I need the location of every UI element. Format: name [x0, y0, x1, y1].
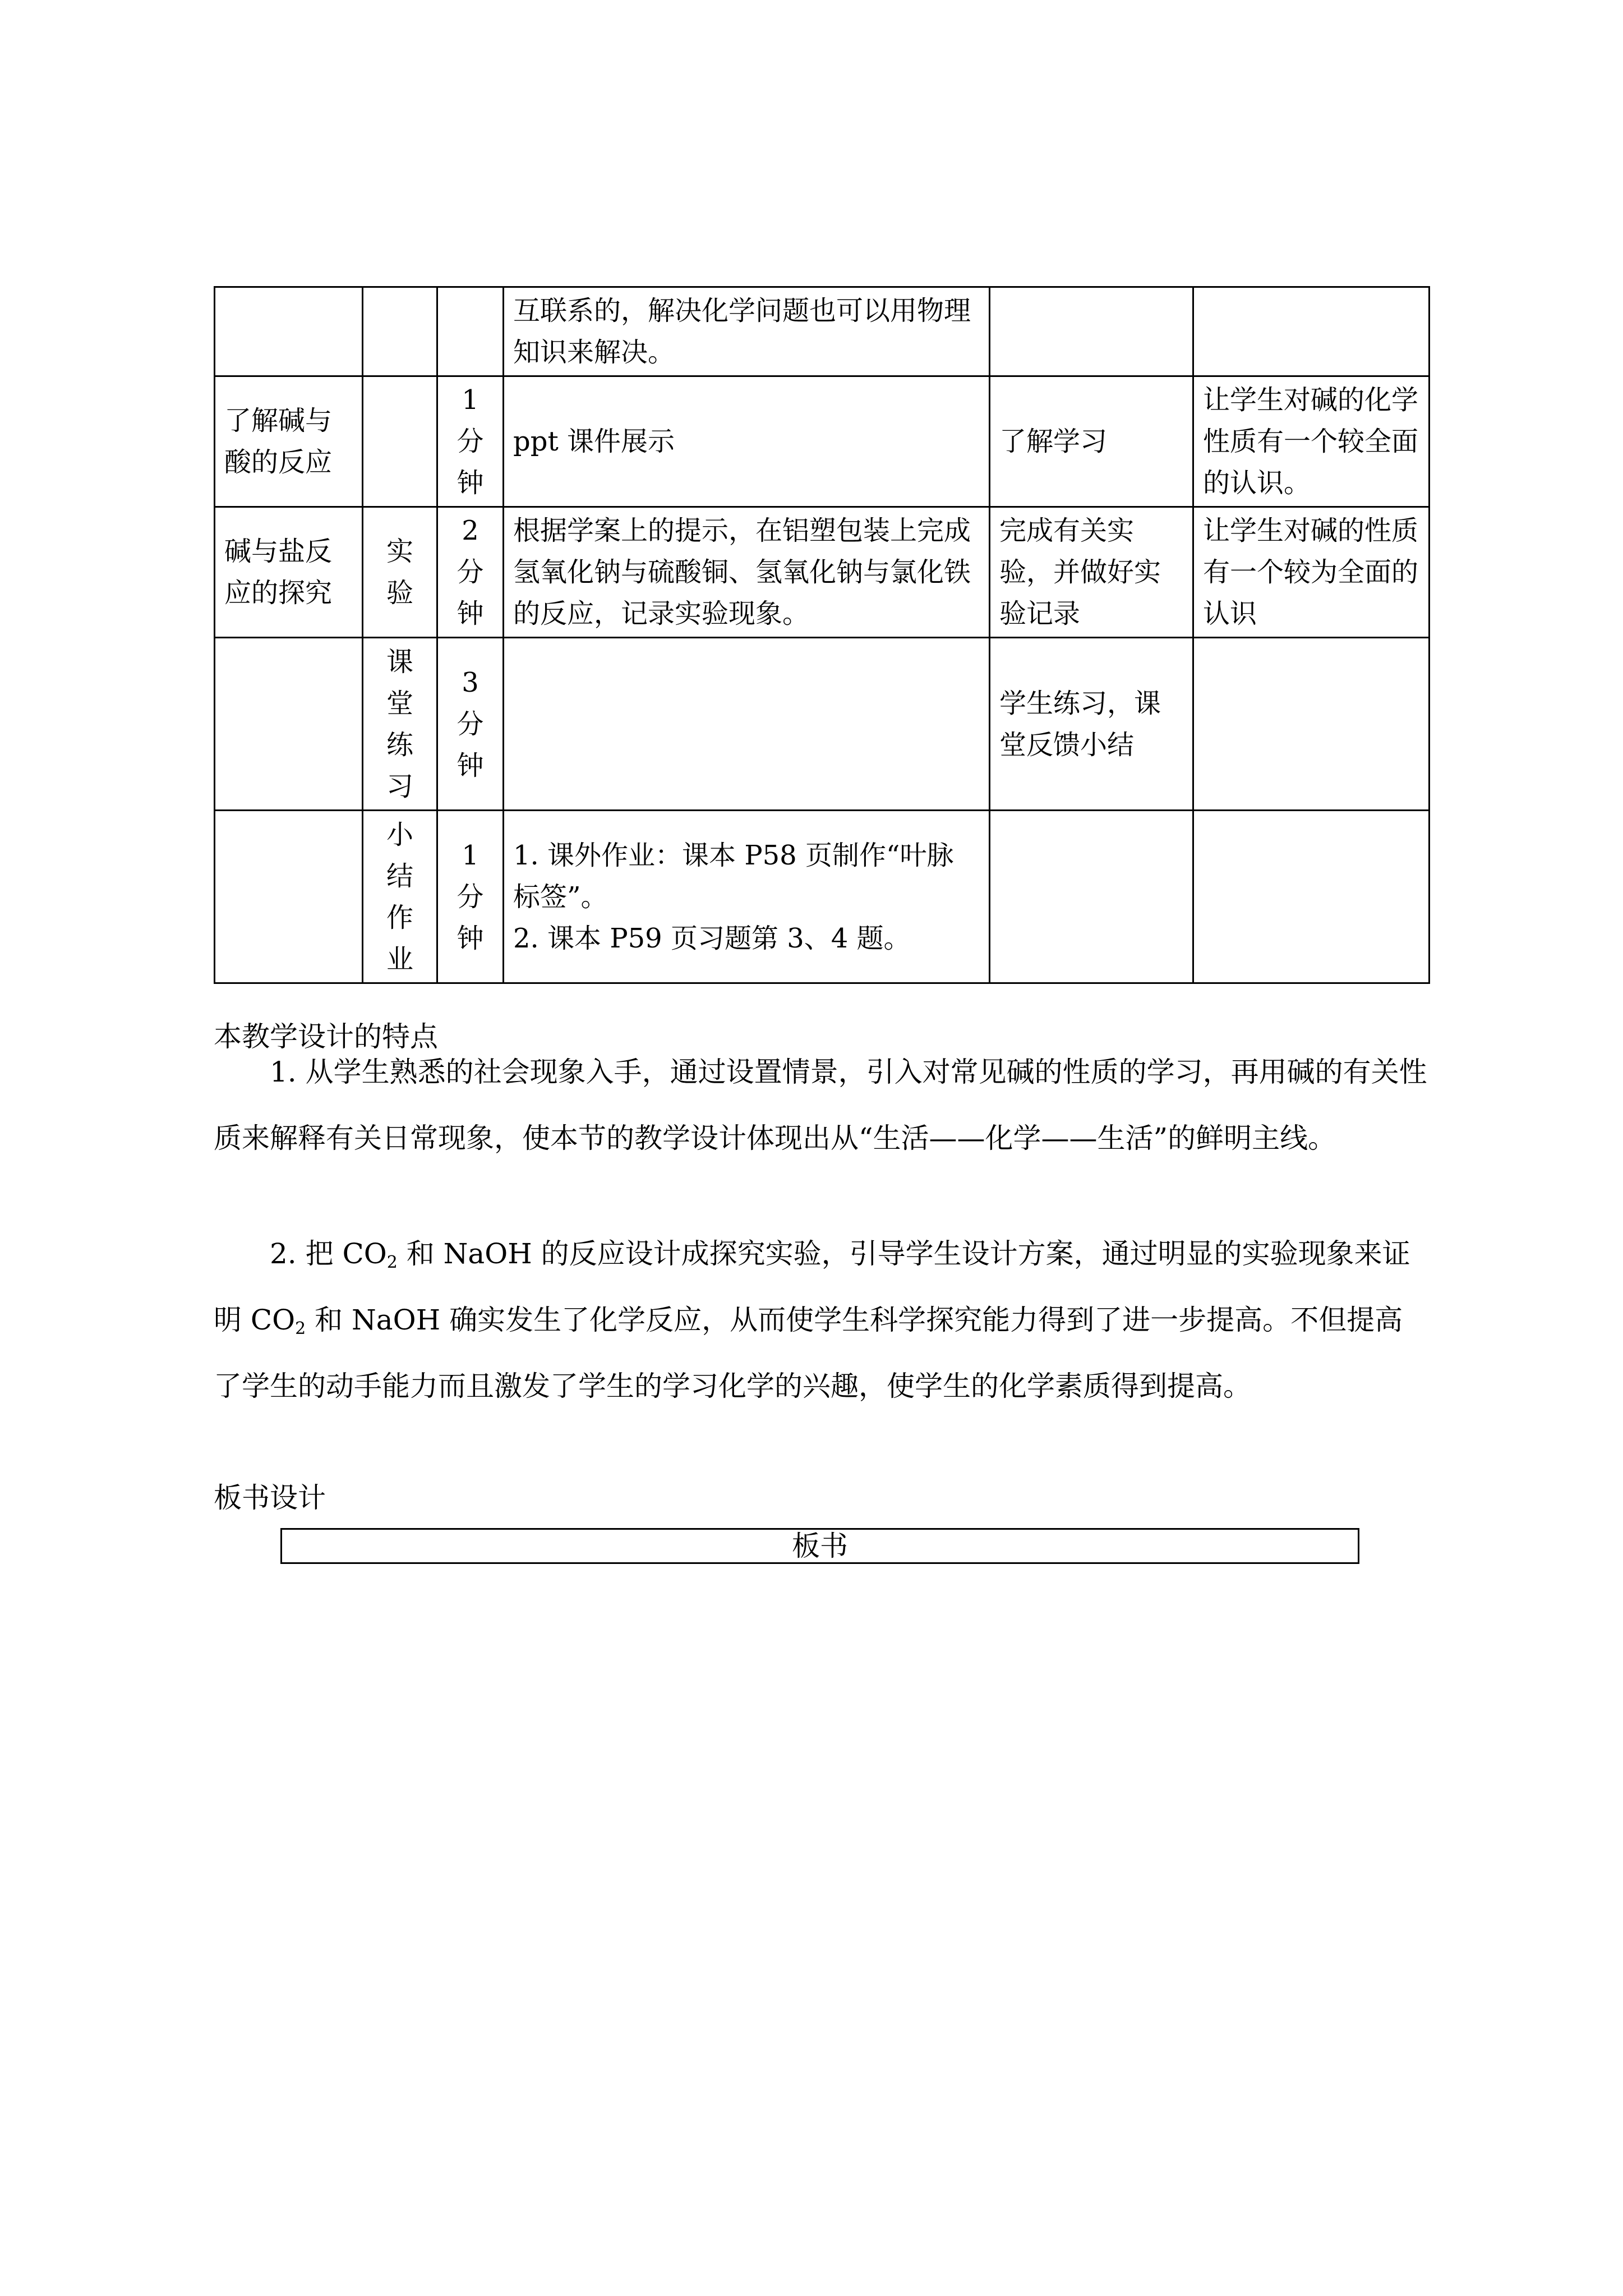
- table-cell: 让学生对碱的化学性质有一个较全面的认识。: [1193, 376, 1430, 507]
- board-box: [280, 1528, 1359, 1564]
- table-row: [215, 376, 1430, 507]
- table-cell: [1193, 287, 1430, 376]
- table-cell: 完成有关实验，并做好实验记录: [990, 507, 1193, 638]
- table-cell: [363, 376, 437, 507]
- activity-type-cell: 小 结 作 业: [363, 811, 437, 983]
- board-design-heading: 板书设计: [214, 1481, 326, 1514]
- table-cell: ppt 课件展示: [504, 376, 990, 507]
- table-cell: 根据学案上的提示，在铝塑包装上完成氢氧化钠与硫酸铜、氢氧化钠与氯化铁的反应，记录实验现象。: [504, 507, 990, 638]
- duration-cell: 1 分 钟: [437, 811, 504, 983]
- table-row: [215, 638, 1430, 811]
- table-cell: [215, 638, 363, 811]
- table-cell: [1193, 811, 1430, 983]
- homework-cell: [504, 811, 990, 983]
- table-cell: 互联系的，解决化学问题也可以用物理知识来解决。: [504, 287, 990, 376]
- table-row: [215, 507, 1430, 638]
- table-cell: [990, 287, 1193, 376]
- duration-cell: 1 分 钟: [437, 376, 504, 507]
- table-cell: 学生练习，课堂反馈小结: [990, 638, 1193, 811]
- table-cell: [215, 287, 363, 376]
- table-cell: 了解学习: [990, 376, 1193, 507]
- table-cell: [215, 811, 363, 983]
- table-row: [215, 287, 1430, 376]
- activity-type-cell: 课 堂 练 习: [363, 638, 437, 811]
- features-paragraph-2: 2. 把 $CO_2$ 和 NaOH 的反应设计成探究实验，引导学生设计方案，通过明显的实验现象来证明 $CO_2$ 和 NaOH 确实发生了化学反应，从而使学生科学探究能力得到了进一步提高。不但提高了学生的动手能力而且激发了学生的学习化学的兴趣，使学生的化学素质得到提高。: [214, 1237, 1410, 1402]
- table-row: [215, 811, 1430, 983]
- activity-type-cell: 实 验: [363, 507, 437, 638]
- homework-item: 1. 课外作业：课本 P58 页制作“叶脉标签”。: [513, 839, 954, 913]
- features-heading: 本教学设计的特点: [214, 1020, 438, 1053]
- table-cell: [363, 287, 437, 376]
- table-cell: [1193, 638, 1430, 811]
- table-cell: [990, 811, 1193, 983]
- homework-item: 2. 课本 P59 页习题第 3、4 题。: [513, 922, 911, 954]
- duration-cell: 2 分 钟: [437, 507, 504, 638]
- table-cell: 让学生对碱的性质有一个较为全面的认识: [1193, 507, 1430, 638]
- features-paragraph-1: 1. 从学生熟悉的社会现象入手，通过设置情景，引入对常见碱的性质的学习，再用碱的有关性质来解释有关日常现象，使本节的教学设计体现出从“生活——化学——生活”的鲜明主线。: [214, 1056, 1427, 1154]
- duration-cell: 3 分 钟: [437, 638, 504, 811]
- table-cell: [437, 287, 504, 376]
- lesson-table: [214, 286, 1430, 984]
- table-cell: 碱与盐反应的探究: [215, 507, 363, 638]
- board-label: 板书: [792, 1530, 848, 1562]
- table-cell: 了解碱与酸的反应: [215, 376, 363, 507]
- table-cell: [504, 638, 990, 811]
